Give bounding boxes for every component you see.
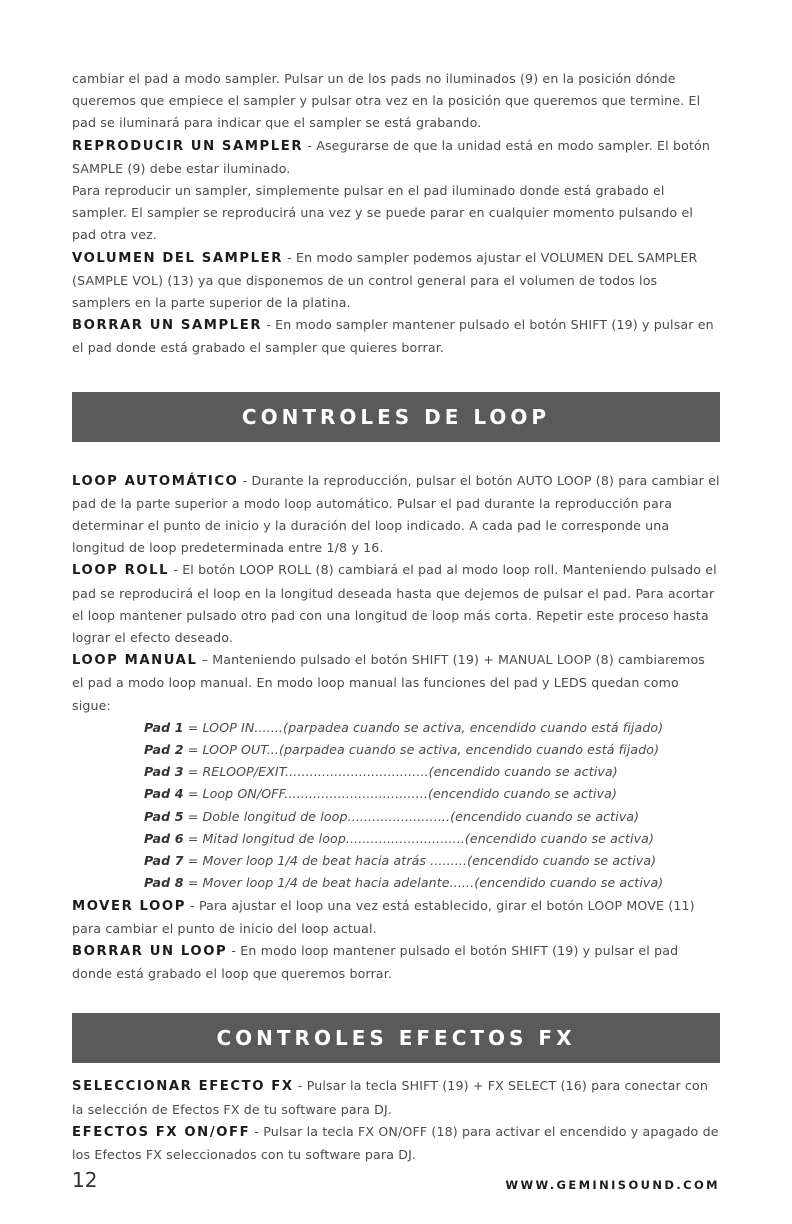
website-link[interactable]: WWW.GEMINISOUND.COM [505,1178,720,1192]
sampler-paragraph: VOLUMEN DEL SAMPLER - En modo sampler podemos ajustar el VOLUMEN DEL SAMPLER (SAMPLE VOL) (13) ya que disponemos de un control general para el volumen de todos los samplers en la parte superior de la platina. [72,249,698,311]
pad-item [144,717,720,739]
paragraph-heading: LOOP MANUAL [72,653,198,669]
loop-list [72,470,720,717]
pad-label: Pad 4 [144,786,184,802]
paragraph-heading: EFECTOS FX ON/OFF [72,1124,251,1140]
paragraph-heading: BORRAR UN LOOP [72,943,228,959]
paragraph-text: Asegurarse de que la unidad está en modo sampler. El botón SAMPLE (9) debe estar iluminado. [72,137,711,176]
pad-item [144,828,720,850]
pad-label: Pad 2 [144,742,184,758]
loop-paragraph: BORRAR UN LOOP - En modo loop mantener pulsado el botón SHIFT (19) y pulsar el pad donde está grabado el loop que queremos borrar. [72,942,679,982]
paragraph-heading: MOVER LOOP [72,898,186,914]
paragraph-text: Manteniendo pulsado el botón SHIFT (19) + MANUAL LOOP (8) cambiaremos el pad a modo loop manual. En modo loop manual las funciones del pad y LEDS quedan como sigue: [72,652,706,713]
paragraph-text: En modo sampler mantener pulsado el botón SHIFT (19) y pulsar en el pad donde está grabado el sampler que quieres borrar. [72,317,714,356]
paragraph-text: Para ajustar el loop una vez está establecido, girar el botón LOOP MOVE (11) para cambiar el punto de inicio del loop actual. [72,897,695,936]
sampler-paragraph [72,180,720,247]
loop-paragraph: MOVER LOOP - Para ajustar el loop una vez está establecido, girar el botón LOOP MOVE (11) para cambiar el punto de inicio del loop actual. [72,897,695,936]
fx-section-banner: CONTROLES EFECTOS FX [72,1013,720,1063]
loop-paragraph: LOOP ROLL - El botón LOOP ROLL (8) cambiará el pad al modo loop roll. Manteniendo pulsado el pad se reproducirá el loop en la longitud deseada hasta que dejemos de pulsar el pad. Para acortar el loop mantener pulsado otro pad con una longitud de loop más corta. Repetir este proceso hasta lograr el efecto deseado. [72,562,717,646]
pad-item [144,850,720,872]
pad-description: = Loop ON/OFF...................................(encendido cuando se activa) [183,786,618,802]
pad-item [144,761,720,783]
paragraph-text: Durante la reproducción, pulsar el botón AUTO LOOP (8) para cambiar el pad de la parte superior a modo loop automático. Pulsar el pad durante la reproducción para determinar el punto de inicio y la duración del loop indicado. A cada pad le corresponde una longitud de loop predeterminada entre 1/8 y 16. [72,472,720,556]
pad-label: Pad 8 [144,875,184,891]
pad-description: = LOOP IN.......(parpadea cuando se activa, encendido cuando está fijado) [183,719,664,735]
loop-paragraph: LOOP MANUAL – Manteniendo pulsado el botón SHIFT (19) + MANUAL LOOP (8) cambiaremos el pad a modo loop manual. En modo loop manual las funciones del pad y LEDS quedan como sigue: [72,652,706,713]
fx-paragraph: EFECTOS FX ON/OFF - Pulsar la tecla FX ON/OFF (18) para activar el encendido y apagado de los Efectos FX seleccionados con tu software para DJ. [72,1123,719,1162]
pad-item [144,783,720,805]
manual-page [72,68,720,1166]
pad-description: = Mover loop 1/4 de beat hacia atrás .........(encendido cuando se activa) [183,853,657,869]
intro-paragraph: cambiar el pad a modo sampler. Pulsar un de los pads no iluminados (9) en la posición dónde queremos que empiece el sampler y pulsar otra vez en la posición que queremos que termine. El pad se iluminará para indicar que el sampler se está grabando. [72,71,701,131]
loop-section-banner: CONTROLES DE LOOP [72,392,720,442]
paragraph-text: El botón LOOP ROLL (8) cambiará el pad al modo loop roll. Manteniendo pulsado el pad se reproducirá el loop en la longitud deseada hasta que dejemos de pulsar el pad. Para acortar el loop mantener pulsado otro pad con una longitud de loop más corta. Repetir este proceso hasta lograr el efecto deseado. [72,562,717,646]
paragraph-heading: LOOP ROLL [72,563,170,579]
pad-function-list [72,717,720,895]
page-number: 12 [72,1168,98,1192]
fx-list [72,1075,720,1166]
paragraph-heading: VOLUMEN DEL SAMPLER [72,250,283,266]
sampler-paragraph: BORRAR UN SAMPLER - En modo sampler mantener pulsado el botón SHIFT (19) y pulsar en el pad donde está grabado el sampler que quieres borrar. [72,317,714,356]
paragraph-heading: BORRAR UN SAMPLER [72,318,263,334]
pad-label: Pad 3 [144,764,184,780]
sampler-paragraph: REPRODUCIR UN SAMPLER - Asegurarse de que la unidad está en modo sampler. El botón SAMPLE (9) debe estar iluminado. [72,137,711,176]
loop-after-list [72,895,720,986]
pad-description: = LOOP OUT...(parpadea cuando se activa, encendido cuando está fijado) [183,742,660,758]
paragraph-text: En modo loop mantener pulsado el botón SHIFT (19) y pulsar el pad donde está grabado el loop que queremos borrar. [72,942,679,982]
pad-label: Pad 1 [144,719,184,735]
loop-paragraph: LOOP AUTOMÁTICO - Durante la reproducción, pulsar el botón AUTO LOOP (8) para cambiar el pad de la parte superior a modo loop automático. Pulsar el pad durante la reproducción para determinar el punto de inicio y la duración del loop indicado. A cada pad le corresponde una longitud de loop predeterminada entre 1/8 y 16. [72,472,720,556]
paragraph-heading: LOOP AUTOMÁTICO [72,473,239,489]
paragraph-text: Para reproducir un sampler, simplemente pulsar en el pad iluminado donde está grabado el sampler. El sampler se reproducirá una vez y se puede parar en cualquier momento pulsando el pad otra vez. [72,183,693,243]
pad-label: Pad 7 [144,853,184,869]
fx-paragraph: SELECCIONAR EFECTO FX - Pulsar la tecla SHIFT (19) + FX SELECT (16) para conectar con la selección de Efectos FX de tu software para DJ. [72,1078,708,1117]
pad-description: = RELOOP/EXIT...................................(encendido cuando se activa) [183,764,618,780]
pad-item [144,872,720,894]
pad-item [144,806,720,828]
pad-description: = Doble longitud de loop.........................(encendido cuando se activa) [183,808,640,824]
paragraph-text: Pulsar la tecla SHIFT (19) + FX SELECT (16) para conectar con la selección de Efectos FX de tu software para DJ. [72,1078,708,1117]
pad-label: Pad 5 [144,808,184,824]
pad-description: = Mitad longitud de loop.............................(encendido cuando se activa) [183,830,654,846]
paragraph-heading: REPRODUCIR UN SAMPLER [72,138,304,154]
paragraph-text: Pulsar la tecla FX ON/OFF (18) para activar el encendido y apagado de los Efectos FX seleccionados con tu software para DJ. [72,1123,719,1162]
paragraph-text: En modo sampler podemos ajustar el VOLUMEN DEL SAMPLER (SAMPLE VOL) (13) ya que disponemos de un control general para el volumen de todos los samplers en la parte superior de la platina. [72,249,698,311]
pad-item [144,739,720,761]
pad-description: = Mover loop 1/4 de beat hacia adelante......(encendido cuando se activa) [183,875,664,891]
paragraph-heading: SELECCIONAR EFECTO FX [72,1079,294,1095]
sampler-list [72,135,720,360]
pad-label: Pad 6 [144,830,184,846]
